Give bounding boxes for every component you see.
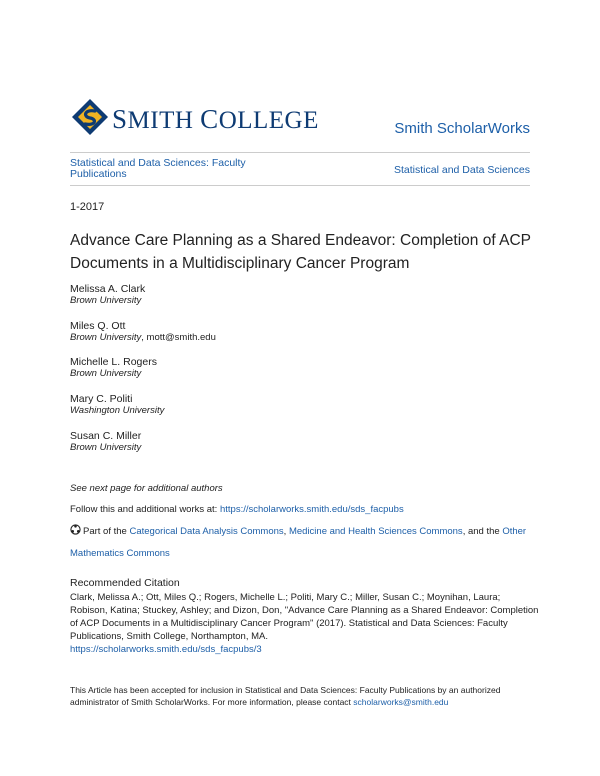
part-of-separator: , bbox=[283, 526, 289, 537]
divider-top bbox=[70, 152, 530, 153]
medicine-health-sciences-commons-link[interactable]: Medicine and Health Sciences Commons bbox=[288, 526, 463, 537]
smith-college-seal-icon bbox=[70, 97, 110, 141]
part-of-prefix: Part of the bbox=[83, 526, 130, 537]
follow-line bbox=[70, 504, 404, 515]
author-entry bbox=[70, 393, 164, 417]
citation-text: Clark, Melissa A.; Ott, Miles Q.; Rogers, Michelle L.; Politi, Mary C.; Miller, Susan C.; Moynihan, Laura; Robison, Katina; Stuckey, Ashley; and Dizon, Don, "Advance Care Planning as a Shared Endeavor: Completion of ACP Documents in a Multidisciplinary Cancer Program" (2017). Statistical and Data Sciences: Faculty Publications, Smith College, Northampton, MA. bbox=[70, 592, 539, 642]
author-affiliation: Brown University bbox=[70, 442, 142, 453]
author-name: Mary C. Politi bbox=[70, 393, 133, 405]
categorical-data-analysis-commons-link[interactable]: Categorical Data Analysis Commons bbox=[129, 526, 284, 537]
author-entry bbox=[70, 320, 216, 344]
contact-email-link[interactable]: scholarworks@smith.edu bbox=[353, 697, 449, 707]
author-affiliation: Brown University bbox=[70, 295, 142, 306]
author-entry bbox=[70, 430, 141, 454]
department-link[interactable]: Statistical and Data Sciences bbox=[394, 164, 530, 176]
see-next-page-note: See next page for additional authors bbox=[70, 483, 223, 494]
author-affiliation: Washington University bbox=[70, 405, 165, 416]
footer-notice bbox=[70, 684, 540, 708]
follow-url-link[interactable]: https://scholarworks.smith.edu/sds_facpubs bbox=[219, 504, 404, 515]
recommended-citation-body bbox=[70, 591, 540, 656]
series-link[interactable]: Statistical and Data Sciences: Faculty Publications bbox=[70, 157, 246, 180]
author-entry bbox=[70, 283, 145, 307]
author-affiliation: Brown University bbox=[70, 332, 142, 343]
article-title: Advance Care Planning as a Shared Endeavor: Completion of ACP Documents in a Multidisciplinary Cancer Program bbox=[70, 232, 531, 272]
institution-name: SMITH COLLEGE bbox=[112, 104, 319, 134]
commons-network-icon bbox=[70, 524, 81, 535]
follow-prefix: Follow this and additional works at: bbox=[70, 504, 220, 515]
footer-text: This Article has been accepted for inclusion in Statistical and Data Sciences: Faculty Publications by an authorized administrator of Smith ScholarWorks. For more information, please contact bbox=[70, 685, 501, 707]
publication-date: 1-2017 bbox=[70, 201, 105, 213]
citation-url-link[interactable]: https://scholarworks.smith.edu/sds_facpubs/3 bbox=[70, 644, 262, 655]
author-name: Miles Q. Ott bbox=[70, 320, 126, 332]
author-email[interactable]: , mott@smith.edu bbox=[141, 332, 216, 343]
repository-link[interactable]: Smith ScholarWorks bbox=[394, 120, 530, 137]
author-entry bbox=[70, 356, 157, 380]
author-affiliation: Brown University bbox=[70, 368, 142, 379]
other-mathematics-commons-link[interactable]: Other Mathematics Commons bbox=[70, 526, 527, 559]
part-of-separator: , and the bbox=[462, 526, 503, 537]
author-name: Melissa A. Clark bbox=[70, 283, 146, 295]
part-of-commons bbox=[70, 521, 540, 565]
recommended-citation-heading: Recommended Citation bbox=[70, 577, 180, 589]
author-name: Michelle L. Rogers bbox=[70, 356, 157, 368]
divider-bottom bbox=[70, 185, 530, 186]
author-name: Susan C. Miller bbox=[70, 430, 142, 442]
